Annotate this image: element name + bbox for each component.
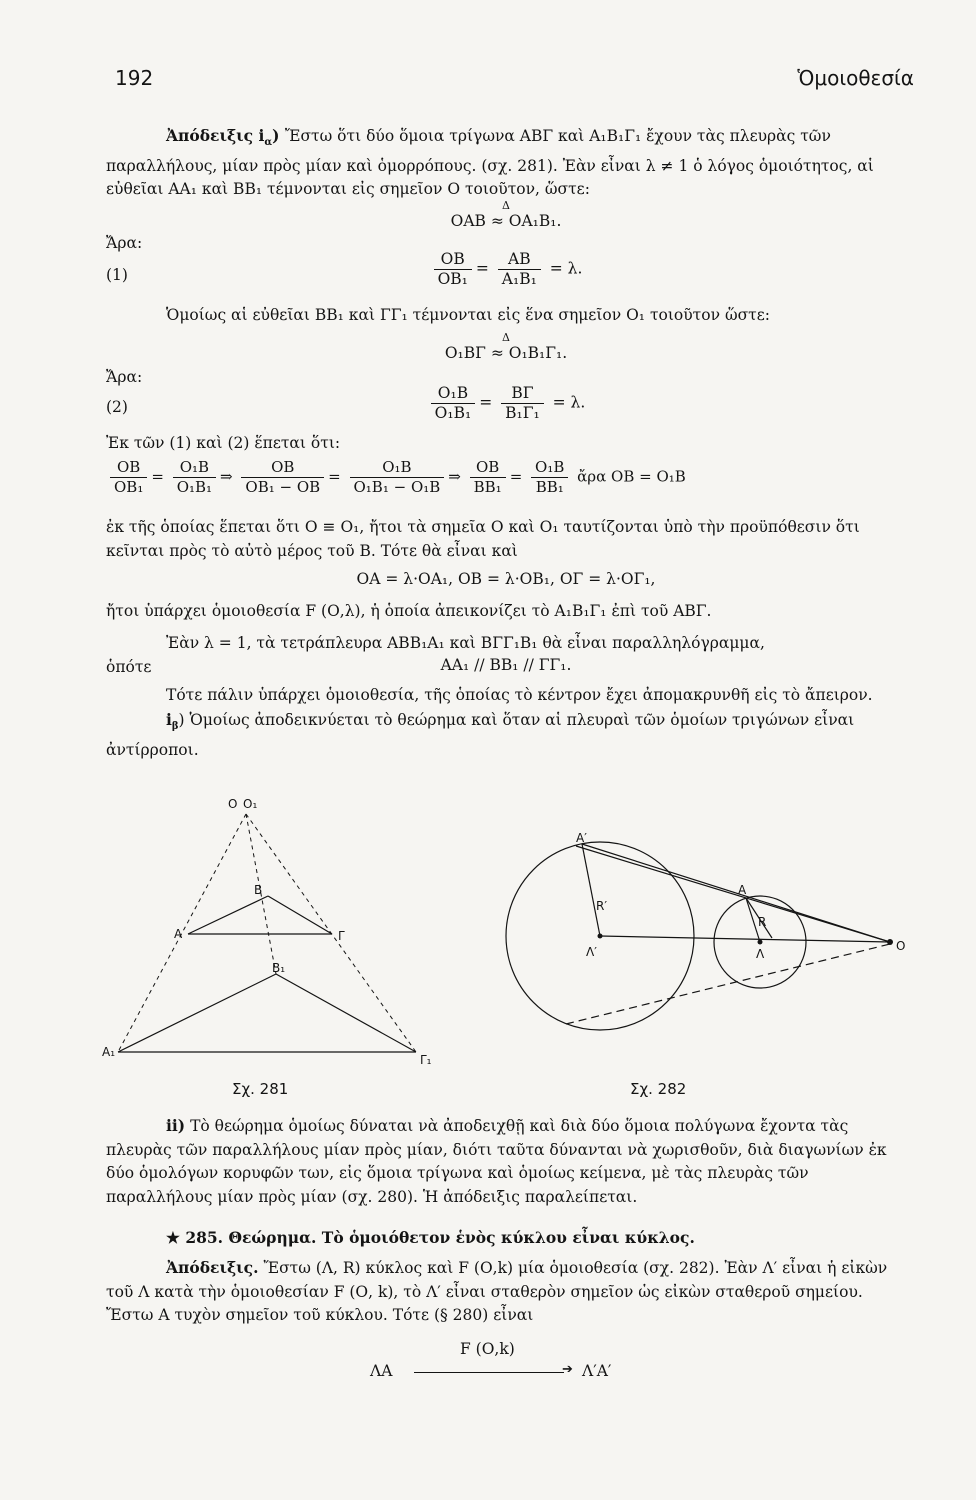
part-ii-text: Τὸ θεώρημα ὁμοίως δύναται νὰ ἀποδειχθῇ καὶ διὰ δύο ὅμοια πολύγωνα ἔχοντα τὰς πλευρὰς τῶν παραλλήλους μίαν πρὸς μίαν, διότι ταῦτα δύνανται νὰ χωρισθοῦν, διὰ διαγωνίων ἐκ δύο ὁμολόγων κορυφῶν των, εἰς ὅμοια τρίγωνα καὶ ὁμοίως κείμενα, μὲ τὰς πλευρὰς τῶν παραλλήλους μίαν πρὸς μίαν (σχ. 280). Ἡ ἀπόδειξις παραλείπεται. xyxy=(106,1117,887,1206)
label-L: Λ xyxy=(756,947,765,961)
eq-label-1: (1) xyxy=(106,266,128,284)
fraction xyxy=(498,250,541,289)
proof-a-paragraph-6 xyxy=(106,632,906,656)
para8-lead: i xyxy=(166,710,172,729)
figure-282 xyxy=(490,828,910,1078)
numerator: ΒΓ xyxy=(501,384,544,404)
ray-O-G1 xyxy=(246,814,416,1052)
proof-a-lead-rest: ) xyxy=(272,126,285,145)
edge-B-G xyxy=(268,896,332,934)
arrow-line xyxy=(414,1372,564,1373)
denominator: Β₁Γ₁ xyxy=(505,404,540,422)
star-icon: ★ xyxy=(166,1228,180,1247)
numerator: Ο₁Β xyxy=(350,458,445,478)
numerator: ΑΒ xyxy=(498,250,541,270)
denominator: ΟΒ₁ xyxy=(437,270,468,288)
para5: ἤτοι ὑπάρχει ὁμοιοθεσία F (Ο,λ), ἡ ὁποία ἀπεικονίζει τὸ Α₁Β₁Γ₁ ἐπὶ τοῦ ΑΒΓ. xyxy=(106,602,712,620)
equation-1: $\frac{OB}{\text{ΟΒ₁}}$ = $\frac{AB}{\text{Α₁Β₁}}$ = λ. xyxy=(106,250,906,289)
caption-282: Σχ. 282 xyxy=(630,1080,687,1098)
map-left: ΛΑ xyxy=(370,1362,393,1380)
denominator: Ο₁Β₁ xyxy=(434,404,472,422)
segment-Lp-O xyxy=(600,936,890,942)
proof-a-paragraph-5 xyxy=(106,600,906,624)
para4: ἐκ τῆς ὁποίας ἕπεται ὅτι Ο ≡ Ο₁, ἤτοι τὰ σημεῖα Ο καὶ Ο₁ ταυτίζονται ὑπὸ τὴν προϋπόθεσιν ὅτι κεῖνται πρὸς τὸ αὐτὸ μέρος τοῦ Β. Τότε θὰ εἶναι καὶ xyxy=(106,518,860,560)
fraction xyxy=(501,384,544,423)
fraction xyxy=(431,384,476,423)
label-G: Γ xyxy=(338,929,345,943)
equation-chain: $\frac{OB}{\text{ΟΒ₁}}$ = $\frac{\text{Ο₁Β}}{\text{Ο₁Β₁}}$ ⇒ $\frac{OB}{\text{ΟΒ₁ − ΟΒ}}$ = $\frac{\text{Ο₁Β}}{\text{Ο₁Β₁ − Ο₁Β}}$ ⇒ $\frac{OB}{\text{ΒΒ₁}}$ = $\frac{\text{Ο₁Β}}{\text{ΒΒ₁}}$ ἄρα ΟΒ = Ο₁Β xyxy=(106,458,916,497)
label-A: Α xyxy=(174,927,183,941)
tangent-bottom xyxy=(566,944,890,1024)
ara-2: Ἄρα: xyxy=(106,368,143,386)
theorem-285 xyxy=(106,1226,906,1251)
segment-Lp-Ap xyxy=(582,844,600,936)
eq3-end: = λ. xyxy=(552,393,586,412)
numerator: ΟΒ xyxy=(434,250,472,270)
equation-2: $\frac{\text{Ο₁Β}}{\text{Ο₁Β₁}}$ = $\frac{B\Gamma}{\text{Β₁Γ₁}}$ = λ. xyxy=(106,384,906,423)
numerator: ΟΒ xyxy=(241,458,324,478)
caption-281: Σχ. 281 xyxy=(232,1080,289,1098)
label-Ap: Α′ xyxy=(576,831,587,845)
fraction xyxy=(434,250,472,289)
para8: ) Ὁμοίως ἀποδεικνύεται τὸ θεώρημα καὶ ὅταν αἱ πλευραὶ τῶν ὁμοίων τριγώνων εἶναι ἀντίρροποι. xyxy=(106,711,855,759)
numerator: Ο₁Β xyxy=(173,458,216,478)
denominator: ΟΒ₁ − ΟΒ xyxy=(245,478,321,496)
point-L xyxy=(758,940,763,945)
proof-a-para1: Ἔστω ὅτι δύο ὅμοια τρίγωνα ΑΒΓ καὶ Α₁Β₁Γ₁ ἔχουν τὰς πλευρὰς τῶν παραλλήλους, μίαν πρὸς μίαν καὶ ὁμορρόπους. (σχ. 281). Ἐὰν εἶναι λ ≠ 1 ὁ λόγος ὁμοιότητος, αἱ εὐθεῖαι ΑΑ₁ καὶ ΒΒ₁ τέμνονται εἰς σημεῖον Ο τοιοῦτον, ὥστε: xyxy=(106,127,874,199)
proof-a-paragraph-3 xyxy=(106,432,906,456)
label-G1: Γ₁ xyxy=(420,1053,432,1067)
edge-A-B xyxy=(188,896,268,934)
numerator: ΟΒ xyxy=(110,458,147,478)
label-B: Β xyxy=(254,883,263,897)
figure-281 xyxy=(100,790,440,1080)
eq2: Δ Ο₁ΒΓ ≈ Ο₁Β₁Γ₁. xyxy=(445,344,567,362)
proof-b-text: Ἔστω (Λ, R) κύκλος καὶ F (Ο,k) μία ὁμοιοθεσία (σχ. 282). Ἐὰν Λ′ εἶναι ἡ εἰκὼν τοῦ Λ κατὰ τὴν ὁμοιοθεσίαν F (Ο, k), τὸ Λ′ εἶναι σταθερὸν σημεῖον ὡς εἰκὼν σταθεροῦ σημείου. Ἔστω Α τυχὸν σημεῖον τοῦ κύκλου. Τότε (§ 280) εἶναι xyxy=(106,1259,888,1324)
tangent-top xyxy=(576,846,890,942)
point-Lp xyxy=(598,934,603,939)
para8-sub: β xyxy=(171,721,179,733)
edge-B1-G1 xyxy=(276,974,416,1052)
eq0: Δ ΟΑΒ ≈ ΟΑ₁Β₁. xyxy=(451,212,562,230)
label-A: Α xyxy=(738,883,747,897)
ara-1: Ἄρα: xyxy=(106,234,143,252)
numerator: ΟΒ xyxy=(470,458,506,478)
theorem-number: 285. xyxy=(185,1228,224,1247)
map-right: Λ′Α′ xyxy=(582,1362,612,1380)
eq-label-2: (2) xyxy=(106,398,128,416)
label-O1: Ο₁ xyxy=(243,797,258,811)
eq1-end: = λ. xyxy=(549,259,583,278)
para2: Ὁμοίως αἱ εὐθεῖαι ΒΒ₁ καὶ ΓΓ₁ τέμνονται εἰς ἕνα σημεῖον Ο₁ τοιοῦτον ὥστε: xyxy=(166,306,770,324)
page-number: 192 xyxy=(115,66,154,90)
denominator: ΒΒ₁ xyxy=(535,478,564,496)
denominator: Ο₁Β₁ − Ο₁Β xyxy=(353,478,441,496)
fraction xyxy=(241,458,324,497)
proof-a-lead: Ἀπόδειξις i xyxy=(166,126,265,145)
denominator: ΟΒ₁ xyxy=(114,478,144,496)
fraction xyxy=(110,458,147,497)
denominator: ΒΒ₁ xyxy=(473,478,502,496)
label-O: Ο xyxy=(896,939,906,953)
equation-similar-triangles-2 xyxy=(106,344,906,362)
proof-a-lead-sub: α xyxy=(264,137,273,149)
para7: Τότε πάλιν ὑπάρχει ὁμοιοθεσία, τῆς ὁποίας τὸ κέντρον ἔχει ἀπομακρυνθῆ εἰς τὸ ἄπειρον. xyxy=(166,686,873,704)
label-B1: Β₁ xyxy=(272,961,286,975)
mapping-arrow xyxy=(370,1340,670,1390)
proof-a-paragraph-1 xyxy=(106,124,906,202)
running-header: Ὁμοιοθεσία xyxy=(797,66,914,90)
arrow-head-icon: ➔ xyxy=(562,1362,573,1377)
fraction xyxy=(173,458,216,497)
equation-parallels: ΑΑ₁ // ΒΒ₁ // ΓΓ₁. xyxy=(440,656,572,674)
para6: Ἐὰν λ = 1, τὰ τετράπλευρα ΑΒΒ₁Α₁ καὶ ΒΓΓ₁Β₁ θὰ εἶναι παραλληλόγραμμα, xyxy=(166,634,765,652)
fraction xyxy=(531,458,568,497)
edge-A1-B1 xyxy=(118,974,276,1052)
denominator: Ο₁Β₁ xyxy=(176,478,213,496)
big-end: ἄρα ΟΒ = Ο₁Β xyxy=(577,467,686,486)
part-ii-paragraph xyxy=(106,1114,906,1209)
numerator: Ο₁Β xyxy=(531,458,568,478)
numerator: Ο₁Β xyxy=(431,384,476,404)
point-O xyxy=(887,939,893,945)
proof-a-paragraph-8 xyxy=(106,708,906,762)
proof-a-paragraph-7 xyxy=(106,684,906,708)
equation-ratios: ΟΑ = λ·ΟΑ₁, ΟΒ = λ·ΟΒ₁, ΟΓ = λ·ΟΓ₁, xyxy=(356,570,656,588)
proof-a-paragraph-4 xyxy=(106,516,906,563)
map-label: F (Ο,k) xyxy=(460,1340,515,1358)
theorem-title: Θεώρημα. Τὸ ὁμοιόθετον ἑνὸς κύκλου εἶναι κύκλος. xyxy=(228,1228,695,1247)
para3: Ἐκ τῶν (1) καὶ (2) ἕπεται ὅτι: xyxy=(106,434,341,452)
fraction xyxy=(470,458,506,497)
label-Lp: Λ′ xyxy=(586,945,597,959)
label-Rp: R′ xyxy=(596,899,608,913)
proof-a-paragraph-2 xyxy=(106,304,906,328)
proof-b-lead: Ἀπόδειξις. xyxy=(166,1258,259,1277)
part-ii-lead: ii) xyxy=(166,1116,186,1135)
denominator: Α₁Β₁ xyxy=(501,270,537,288)
proof-b-paragraph xyxy=(106,1256,906,1328)
label-R: R xyxy=(758,915,767,929)
equation-similar-triangles-1 xyxy=(106,212,906,230)
label-A1: Α₁ xyxy=(102,1045,116,1059)
opote: ὁπότε xyxy=(106,658,152,676)
label-O: Ο xyxy=(228,797,238,811)
fraction xyxy=(350,458,445,497)
